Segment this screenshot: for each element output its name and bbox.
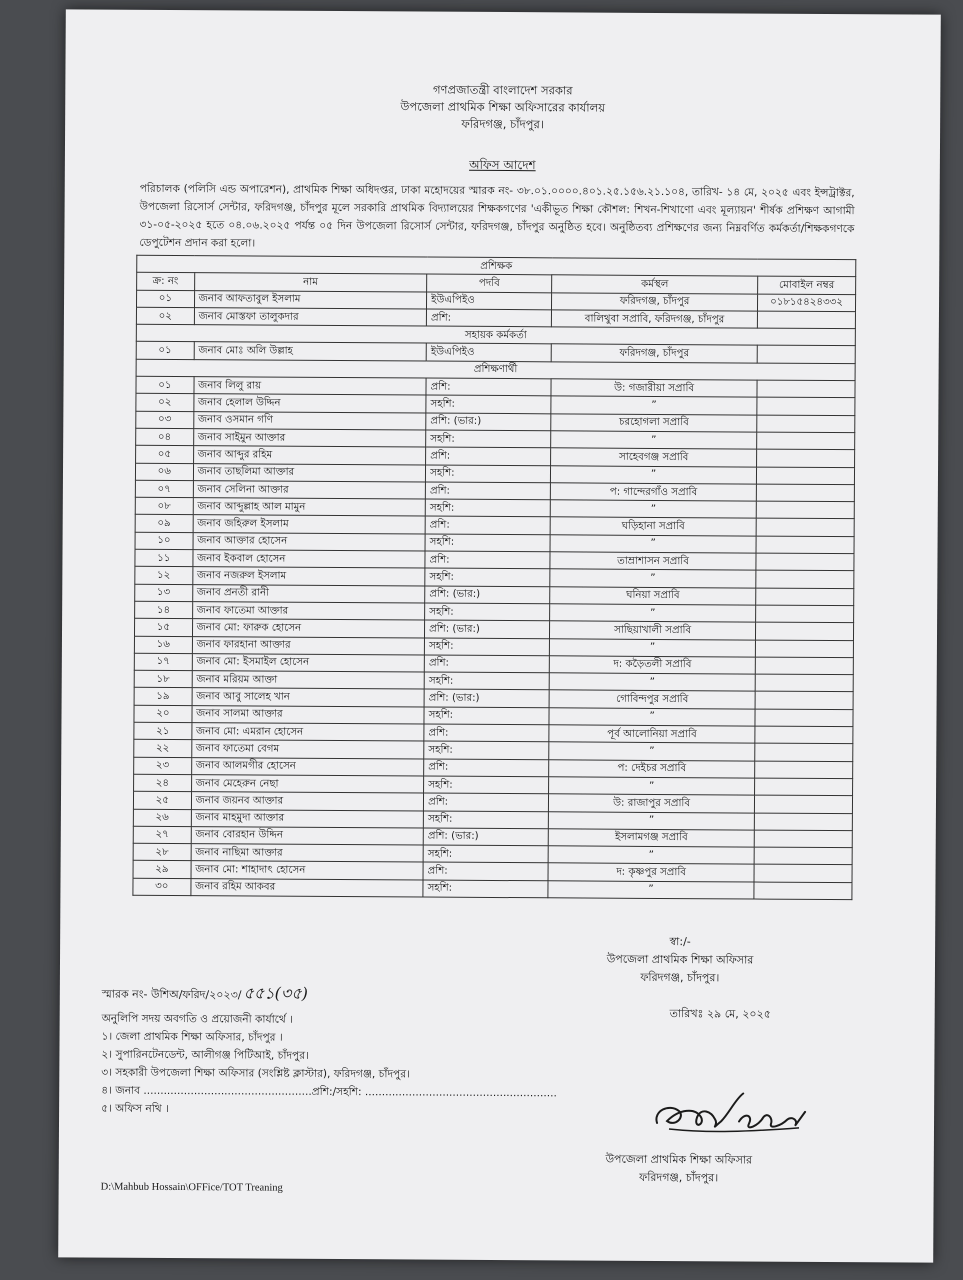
designation-cell: সহশি: (424, 741, 549, 759)
workplace-cell: বালিথুবা সপ্রাবি, ফরিদগঞ্জ, চাঁদপুর (552, 310, 758, 329)
name-cell: জনাব ইকবাল হোসেন (193, 550, 426, 569)
mobile-cell: ০১৮১৫৪২৪৩৩২ (757, 294, 855, 312)
signature-block-bottom (559, 1150, 799, 1187)
mobile-cell (754, 813, 852, 831)
workplace-cell: প: দেইচর সপ্রাবি (549, 759, 755, 778)
serial-cell: ১২ (135, 567, 193, 585)
workplace-cell: ” (551, 500, 757, 519)
name-cell: জনাব আবু সালেহ খান (192, 688, 425, 707)
name-cell: জনাব মোস্তফা তালুকদার (194, 308, 427, 327)
mobile-cell (754, 847, 852, 865)
serial-cell: ১১ (135, 549, 193, 567)
serial-cell: ০২ (136, 394, 194, 412)
designation-cell: প্রশি: (425, 516, 550, 534)
designation-cell: সহশি: (425, 603, 550, 621)
designation-cell: সহশি: (424, 707, 549, 725)
handwritten-signature (649, 1081, 809, 1142)
serial-cell: ১৬ (134, 636, 192, 654)
mobile-cell (756, 501, 854, 519)
name-cell: জনাব রহিম আকবর (191, 878, 424, 897)
serial-cell: ০৫ (136, 446, 194, 464)
mobile-cell (755, 622, 853, 640)
designation-cell: প্রশি: (425, 551, 550, 569)
copy-item: ১। জেলা প্রাথমিক শিক্ষা অফিসার, চাঁদপুর । (101, 1030, 283, 1044)
serial-cell: ১৯ (134, 688, 192, 706)
column-header: পদবি (427, 274, 552, 292)
signer-place: ফরিদগঞ্জ, চাঁদপুর। (639, 1170, 719, 1185)
workplace-cell: চরহোগলা সপ্রাবি (551, 413, 757, 432)
serial-cell: ১৮ (134, 670, 192, 688)
name-cell: জনাব আলমগীর হোসেন (191, 757, 424, 776)
name-cell: জনাব সালমা আক্তার (192, 705, 425, 724)
name-cell: জনাব বোরহান উদ্দিন (191, 826, 424, 845)
signature-mark-text: স্বা:/- (669, 935, 691, 949)
signature-block-top (580, 932, 780, 987)
mobile-cell (756, 449, 854, 467)
serial-cell: ২৮ (133, 843, 191, 861)
serial-cell: ৩০ (133, 878, 191, 896)
name-cell: জনাব আব্দুর রহিম (193, 446, 426, 465)
designation-cell: সহশি: (426, 395, 551, 413)
designation-cell: সহশি: (425, 638, 550, 656)
designation-cell: প্রশি: (ভার:) (425, 620, 550, 638)
serial-cell: ১৪ (135, 601, 193, 619)
designation-cell: প্রশি: (ভার:) (426, 413, 551, 431)
designation-cell: প্রশি: (424, 724, 549, 742)
name-cell: জনাব নজরুল ইসলাম (192, 567, 425, 586)
serial-cell: ২২ (134, 740, 192, 758)
mobile-cell (757, 311, 855, 329)
serial-cell: ০১ (136, 376, 194, 394)
serial-cell: ০২ (136, 307, 194, 325)
mobile-cell (757, 346, 855, 364)
workplace-cell: ” (551, 431, 757, 450)
header-location: ফরিদগঞ্জ, চাঁদপুর। (461, 116, 544, 132)
serial-cell: ১০ (135, 532, 193, 550)
name-cell: জনাব নাছিমা আক্তার (191, 844, 424, 863)
mobile-cell (756, 588, 854, 606)
designation-cell: প্রশি: (423, 862, 548, 880)
designation-cell: সহশি: (423, 845, 548, 863)
issue-date: তারিখঃ ২৯ মে, ২০২৫ (669, 1007, 771, 1021)
designation-cell: প্রশি: (426, 378, 551, 396)
workplace-cell: উ: গজারীয়া সপ্রাবি (551, 379, 757, 398)
serial-cell: ০৬ (135, 463, 193, 481)
name-cell: জনাব প্রনতী রানী (192, 584, 425, 603)
order-body: পরিচালক (পলিসি এন্ড অপারেশন), প্রাথমিক শিক্ষা অধিদপ্তর, ঢাকা মহোদয়ের স্মারক নং- ৩৮.০১.০০০০.৪০১.২৫.১৫৬.২১.১০৪, তারিখ- ১৪ মে, ২০২৫ এবং ইন্সট্রাক্টর, উপজেলা রিসোর্স সেন্টার, ফরিদগঞ্জ, চাঁদপুর মূলে সরকারি প্রাথমিক বিদ্যালয়ের শিক্ষকগণের 'একীভূত শিক্ষা কৌশল: শিখন-শিখাণো এবং মূল্যায়ন' শীর্ষক প্রশিক্ষণ আগামী ৩১-০৫-২০২৫ হতে ০৪.০৬.২০২৫ পর্যন্ত ০৫ দিন উপজেলা রিসোর্স সেন্টার, ফরিদগঞ্জ, চাঁদপুর অনুষ্ঠিত হবে। অনুষ্ঠিতব্য প্রশিক্ষণের জন্য নিম্নবর্ণিত কর্মকর্তা/শিক্ষকগণকে ডেপুটেশন প্রদান করা হলো। (139, 182, 855, 250)
designation-cell: প্রশি: (ভার:) (423, 828, 548, 846)
workplace-cell: ” (548, 880, 754, 899)
workplace-cell: ইসলামগঞ্জ সপ্রাবি (549, 829, 755, 848)
mobile-cell (755, 709, 853, 727)
serial-cell: ২৪ (134, 774, 192, 792)
serial-cell: ১৭ (134, 653, 192, 671)
workplace-cell: ” (549, 777, 755, 796)
designation-cell: সহশি: (424, 776, 549, 794)
column-header: মোবাইল নম্বর (758, 276, 856, 294)
mobile-cell (757, 415, 855, 433)
name-cell: জনাব জয়নব আক্তার (191, 792, 424, 811)
copy-item: ৫। অফিস নথি । (101, 1102, 169, 1115)
workplace-cell: গোবিন্দপুর সপ্রাবি (549, 690, 755, 709)
section-label: প্রশিক্ষণার্থী (136, 359, 855, 381)
workplace-cell: দ: কড়ৈতলী সপ্রাবি (550, 656, 756, 675)
copy-item: ৩। সহকারী উপজেলা শিক্ষা অফিসার (সংশ্লিষ্ট ক্লাস্টার), ফরিদগঞ্জ, চাঁদপুর। (101, 1066, 410, 1081)
workplace-cell: দ: কৃষ্ণপুর সপ্রাবি (548, 863, 754, 882)
workplace-cell: ফরিদগঞ্জ, চাঁদপুর (552, 292, 758, 311)
workplace-cell: ” (549, 673, 755, 692)
workplace-cell: সাছিয়াখালী সপ্রাবি (550, 621, 756, 640)
serial-cell: ২৩ (134, 757, 192, 775)
mobile-cell (754, 830, 852, 848)
document-page (58, 9, 941, 1262)
name-cell: জনাব মোঃ অলি উল্লাহ (194, 342, 427, 361)
workplace-cell: ” (550, 604, 756, 623)
workplace-cell: ঘনিয়া সপ্রাবি (550, 586, 756, 605)
mobile-cell (756, 553, 854, 571)
name-cell: জনাব মরিয়ম আক্তা (192, 671, 425, 690)
copy-item: ২। সুপারিনটেনডেন্ট, আলীগঞ্জ পিটিআই, চাঁদপুর। (101, 1048, 309, 1062)
name-cell: জনাব সেলিনা আক্তার (193, 480, 426, 499)
section-label: প্রশিক্ষক (137, 255, 856, 277)
designation-cell: সহশি: (425, 534, 550, 552)
workplace-cell: ” (550, 638, 756, 657)
memo-number (102, 980, 308, 1008)
serial-cell: ২৬ (133, 809, 191, 827)
workplace-cell: উ: রাজাপুর সপ্রাবি (549, 794, 755, 813)
serial-cell: ০৯ (135, 515, 193, 533)
name-cell: জনাব ফাতেমা আক্তার (192, 602, 425, 621)
name-cell: জনাব মো: এমরান হোসেন (191, 723, 424, 742)
workplace-cell: ” (551, 465, 757, 484)
mobile-cell (755, 726, 853, 744)
workplace-cell: ফরিদগঞ্জ, চাঁদপুর (551, 344, 757, 363)
name-cell: জনাব মেহেরুন নেছা (191, 775, 424, 794)
mobile-cell (755, 640, 853, 658)
workplace-cell: সাহেবগঞ্জ সপ্রাবি (551, 448, 757, 467)
designation-cell: প্রশি: (424, 655, 549, 673)
mobile-cell (757, 397, 855, 415)
mobile-cell (755, 657, 853, 675)
mobile-cell (754, 882, 852, 900)
mobile-cell (756, 519, 854, 537)
copy-item: ৪। জনাব ..................................................প্রশি:/সহশি: ......................................................... (101, 1084, 557, 1100)
column-header: ক্র: নং (137, 273, 195, 291)
designation-cell: সহশি: (423, 880, 548, 898)
designation-cell: প্রশি: (ভার:) (424, 689, 549, 707)
deputation-table-body (133, 255, 856, 899)
workplace-cell: ” (550, 569, 756, 588)
deputation-table (132, 255, 856, 900)
mobile-cell (756, 605, 854, 623)
designation-cell: প্রশি: (ভার:) (425, 586, 550, 604)
serial-cell: ২০ (134, 705, 192, 723)
name-cell: জনাব লিলু রায় (194, 377, 427, 396)
signer-place: ফরিদগঞ্জ, চাঁদপুর। (640, 970, 720, 985)
designation-cell: সহশি: (424, 672, 549, 690)
file-path: D:\Mahbub Hossain\OFFice/TOT Treaning (100, 1181, 283, 1194)
mobile-cell (754, 864, 852, 882)
section-label: সহায়ক কর্মকর্তা (136, 324, 855, 346)
header-office: উপজেলা প্রাথমিক শিক্ষা অফিসারের কার্যালয় (400, 99, 606, 115)
serial-cell: ১৩ (135, 584, 193, 602)
mobile-cell (755, 743, 853, 761)
designation-cell: সহশি: (425, 499, 550, 517)
workplace-cell: তাম্রাশাসন সপ্রাবি (550, 552, 756, 571)
name-cell: জনাব তাছলিমা আক্তার (193, 463, 426, 482)
serial-cell: ০১ (136, 342, 194, 360)
serial-cell: ০৮ (135, 497, 193, 515)
mobile-cell (755, 761, 853, 779)
designation-cell: সহশি: (426, 465, 551, 483)
designation-cell: প্রশি: (425, 482, 550, 500)
designation-cell: সহশি: (425, 568, 550, 586)
name-cell: জনাব মো: ফারুক হোসেন (192, 619, 425, 638)
name-cell: জনাব সাইমুন আক্তার (193, 429, 426, 448)
mobile-cell (757, 380, 855, 398)
memo-handwritten-number: ৫৫১(৩৫) (243, 983, 308, 1003)
mobile-cell (756, 467, 854, 485)
designation-cell: প্রশি: (427, 309, 552, 327)
name-cell: জনাব মো: ইসমাইল হোসেন (192, 653, 425, 672)
workplace-cell: ” (549, 811, 755, 830)
name-cell: জনাব ফাতেমা বেগম (191, 740, 424, 759)
name-cell: জনাব মো: শাহাদাৎ হোসেন (191, 861, 424, 880)
name-cell: জনাব ফারহানা আক্তার (192, 636, 425, 655)
designation-cell: প্রশি: (424, 759, 549, 777)
workplace-cell: ” (549, 708, 755, 727)
trainee-row (133, 878, 852, 900)
mobile-cell (755, 674, 853, 692)
copy-intro: অনুলিপি সদয় অবগতি ও প্রয়োজনী কার্যার্থে । (101, 1012, 294, 1026)
workplace-cell: ” (548, 846, 754, 865)
name-cell: জনাব হেলাল উদ্দিন (194, 394, 427, 413)
header-government: গণপ্রজাতন্ত্রী বাংলাদেশ সরকার (432, 82, 573, 98)
name-cell: জনাব ওসমান গণি (193, 411, 426, 430)
mobile-cell (756, 484, 854, 502)
serial-cell: ২১ (134, 722, 192, 740)
column-header: নাম (194, 273, 427, 292)
serial-cell: ১৫ (134, 619, 192, 637)
signer-designation: উপজেলা প্রাথমিক শিক্ষা অফিসার (605, 1152, 753, 1167)
workplace-cell: ঘড়িহানা সপ্রাবি (550, 517, 756, 536)
document-title: অফিস আদেশ (469, 157, 536, 173)
serial-cell: ০৭ (135, 480, 193, 498)
mobile-cell (756, 570, 854, 588)
name-cell: জনাব মাহমুদা আক্তার (191, 809, 424, 828)
serial-cell: ২৯ (133, 861, 191, 879)
mobile-cell (754, 795, 852, 813)
mobile-cell (756, 536, 854, 554)
name-cell: জনাব আফতাবুল ইসলাম (194, 290, 427, 309)
serial-cell: ০৪ (136, 428, 194, 446)
designation-cell: ইউএপিইও (426, 344, 551, 362)
column-header: কর্মস্থল (552, 275, 758, 294)
designation-cell: প্রশি: (426, 447, 551, 465)
mobile-cell (755, 691, 853, 709)
mobile-cell (757, 432, 855, 450)
serial-cell: ২৫ (133, 791, 191, 809)
workplace-cell: প: গান্দেরগাঁও সপ্রাবি (551, 483, 757, 502)
name-cell: জনাব আক্তার হোসেন (193, 532, 426, 551)
designation-cell: সহশি: (423, 811, 548, 829)
workplace-cell: ” (550, 535, 756, 554)
memo-prefix: স্মারক নং- উশিঅ/ফরিদ/২০২৩/ (101, 987, 242, 1002)
copy-list (101, 1010, 602, 1121)
serial-cell: ০৩ (136, 411, 194, 429)
name-cell: জনাব আব্দুল্লাহ আল মামুন (193, 498, 426, 517)
workplace-cell: পূর্ব আলোনিয়া সপ্রাবি (549, 725, 755, 744)
serial-cell: ২৭ (133, 826, 191, 844)
serial-cell: ০১ (137, 290, 195, 308)
workplace-cell: ” (549, 742, 755, 761)
designation-cell: ইউএপিইও (427, 292, 552, 310)
designation-cell: প্রশি: (424, 793, 549, 811)
workplace-cell: ” (551, 396, 757, 415)
name-cell: জনাব জহিরুল ইসলাম (193, 515, 426, 534)
mobile-cell (754, 778, 852, 796)
designation-cell: সহশি: (426, 430, 551, 448)
signer-designation: উপজেলা প্রাথমিক শিক্ষা অফিসার (606, 952, 754, 967)
